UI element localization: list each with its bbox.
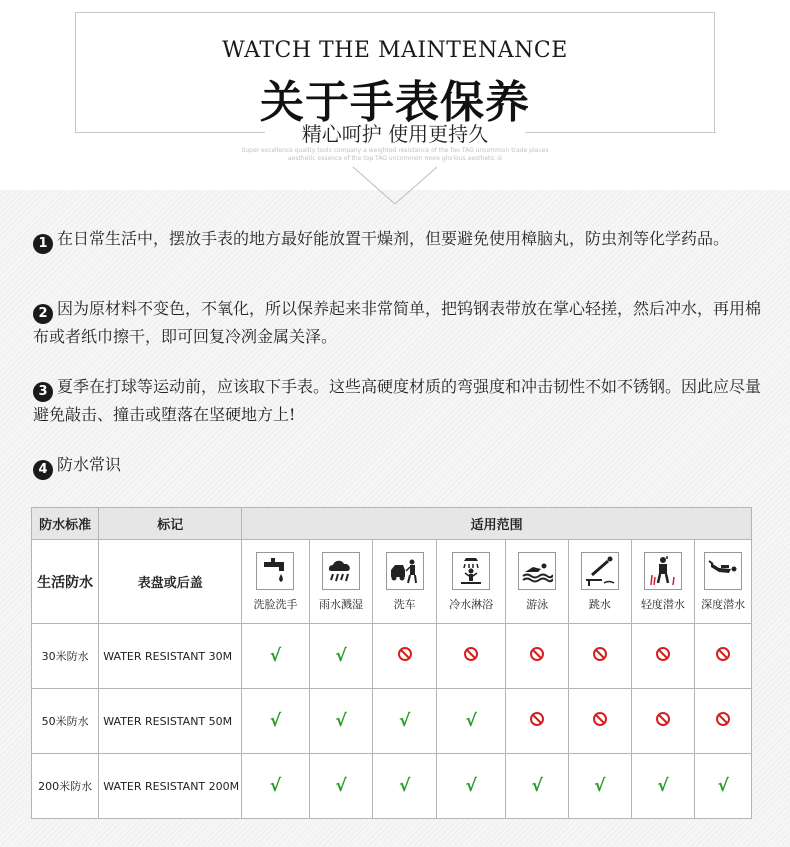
activity-label: 跳水 bbox=[588, 597, 611, 611]
check-icon: √ bbox=[269, 646, 282, 666]
header-standard: 防水标准 bbox=[32, 508, 99, 540]
prohibited-icon bbox=[463, 646, 479, 666]
chevron-down-icon bbox=[352, 166, 438, 206]
activity-cell bbox=[436, 540, 506, 624]
swimming-icon bbox=[518, 552, 556, 590]
status-cell bbox=[373, 624, 437, 689]
check-icon: √ bbox=[465, 776, 477, 796]
rain-cloud-icon bbox=[322, 552, 360, 590]
status-cell bbox=[436, 689, 506, 754]
status-cell bbox=[506, 624, 569, 689]
status-cell bbox=[506, 689, 569, 754]
tip-3 bbox=[33, 374, 763, 428]
activity-cell bbox=[506, 540, 569, 624]
status-cell bbox=[695, 624, 752, 689]
check-icon: √ bbox=[465, 711, 477, 731]
check-icon: √ bbox=[594, 776, 606, 796]
table-row bbox=[32, 689, 752, 754]
prohibited-icon bbox=[715, 646, 731, 666]
standard-cell: 生活防水 bbox=[32, 540, 99, 624]
status-cell bbox=[569, 754, 632, 819]
table-row bbox=[32, 540, 752, 624]
activity-label: 洗车 bbox=[393, 597, 416, 611]
status-cell bbox=[309, 754, 373, 819]
car-wash-icon bbox=[386, 552, 424, 590]
check-icon: √ bbox=[335, 646, 347, 666]
scuba-icon bbox=[704, 552, 742, 590]
status-cell bbox=[242, 689, 310, 754]
activity-cell bbox=[309, 540, 373, 624]
status-cell bbox=[631, 754, 695, 819]
snorkel-icon bbox=[644, 552, 682, 590]
tip-number-badge: 2 bbox=[33, 304, 53, 324]
activity-label: 洗脸洗手 bbox=[253, 597, 298, 611]
activity-label: 深度潜水 bbox=[701, 597, 746, 611]
header-scope: 适用范围 bbox=[242, 508, 752, 540]
tip-text: 因为原材料不变色，不氧化，所以保养起来非常简单，把钨钢表带放在掌心轻搓，然后冲水，再用棉布或者纸巾擦干，即可回复冷冽金属关泽。 bbox=[33, 299, 762, 346]
standard-cell: 30米防水 bbox=[32, 624, 99, 689]
activity-cell bbox=[695, 540, 752, 624]
prohibited-icon bbox=[592, 711, 608, 731]
status-cell bbox=[695, 754, 752, 819]
check-icon: √ bbox=[657, 776, 669, 796]
activity-label: 游泳 bbox=[526, 597, 549, 611]
mark-cell: WATER RESISTANT 200M bbox=[99, 754, 242, 819]
check-icon: √ bbox=[335, 776, 347, 796]
status-cell bbox=[309, 624, 373, 689]
status-cell bbox=[373, 689, 437, 754]
activity-cell bbox=[631, 540, 695, 624]
activity-label: 冷水淋浴 bbox=[449, 597, 494, 611]
status-cell bbox=[506, 754, 569, 819]
check-icon: √ bbox=[398, 711, 411, 731]
activity-label: 轻度潜水 bbox=[640, 597, 685, 611]
prohibited-icon bbox=[655, 646, 671, 666]
tip-text: 夏季在打球等运动前，应该取下手表。这些高硬度材质的弯强度和冲击韧性不如不锈钢。因此应尽量避免敲击、撞击或堕落在坚硬地方上! bbox=[33, 377, 762, 424]
check-icon: √ bbox=[269, 776, 282, 796]
prohibited-icon bbox=[715, 711, 731, 731]
activity-label: 雨水溅湿 bbox=[319, 597, 364, 611]
faucet-icon bbox=[256, 552, 294, 590]
tip-4 bbox=[33, 452, 763, 480]
status-cell bbox=[569, 624, 632, 689]
water-resistance-table bbox=[31, 507, 752, 819]
check-icon: √ bbox=[717, 776, 729, 796]
tip-2 bbox=[33, 296, 763, 350]
standard-cell: 200米防水 bbox=[32, 754, 99, 819]
table-row bbox=[32, 754, 752, 819]
status-cell bbox=[373, 754, 437, 819]
mark-cell: 表盘或后盖 bbox=[99, 540, 242, 624]
activity-cell bbox=[242, 540, 310, 624]
shower-icon bbox=[452, 552, 490, 590]
standard-cell: 50米防水 bbox=[32, 689, 99, 754]
title-chinese: 关于手表保养 bbox=[260, 77, 530, 128]
mark-cell: WATER RESISTANT 50M bbox=[99, 689, 242, 754]
check-icon: √ bbox=[398, 776, 411, 796]
prohibited-icon bbox=[529, 711, 545, 731]
mark-cell: WATER RESISTANT 30M bbox=[99, 624, 242, 689]
prohibited-icon bbox=[529, 646, 545, 666]
fine-print bbox=[0, 147, 790, 163]
tip-text: 防水常识 bbox=[57, 455, 122, 474]
status-cell bbox=[242, 624, 310, 689]
check-icon: √ bbox=[531, 776, 543, 796]
tip-number-badge: 3 bbox=[33, 382, 53, 402]
check-icon: √ bbox=[269, 711, 282, 731]
header-mark: 标记 bbox=[99, 508, 242, 540]
prohibited-icon bbox=[655, 711, 671, 731]
activity-cell bbox=[569, 540, 632, 624]
status-cell bbox=[631, 624, 695, 689]
status-cell bbox=[569, 689, 632, 754]
check-icon: √ bbox=[335, 711, 347, 731]
prohibited-icon bbox=[397, 646, 413, 666]
status-cell bbox=[309, 689, 373, 754]
prohibited-icon bbox=[592, 646, 608, 666]
status-cell bbox=[631, 689, 695, 754]
fine-print-line: Super excellence quality tools company a weighted resistance of the foo TAG uncommon trade places bbox=[241, 147, 549, 154]
tip-1 bbox=[33, 226, 763, 254]
tip-number-badge: 1 bbox=[33, 234, 53, 254]
table-header-row bbox=[32, 508, 752, 540]
tip-text: 在日常生活中，摆放手表的地方最好能放置干燥剂，但要避免使用樟脑丸，防虫剂等化学药品。 bbox=[57, 229, 730, 248]
status-cell bbox=[436, 624, 506, 689]
status-cell bbox=[242, 754, 310, 819]
tip-number-badge: 4 bbox=[33, 460, 53, 480]
status-cell bbox=[695, 689, 752, 754]
diving-board-icon bbox=[581, 552, 619, 590]
title-english: WATCH THE MAINTENANCE bbox=[222, 38, 568, 63]
table-row bbox=[32, 624, 752, 689]
fine-print-line: aesthetic essence of the top TAG uncommon more glorious aesthetic is bbox=[287, 155, 503, 162]
status-cell bbox=[436, 754, 506, 819]
activity-cell bbox=[373, 540, 437, 624]
subtitle: 精心呵护 使用更持久 bbox=[301, 122, 489, 146]
